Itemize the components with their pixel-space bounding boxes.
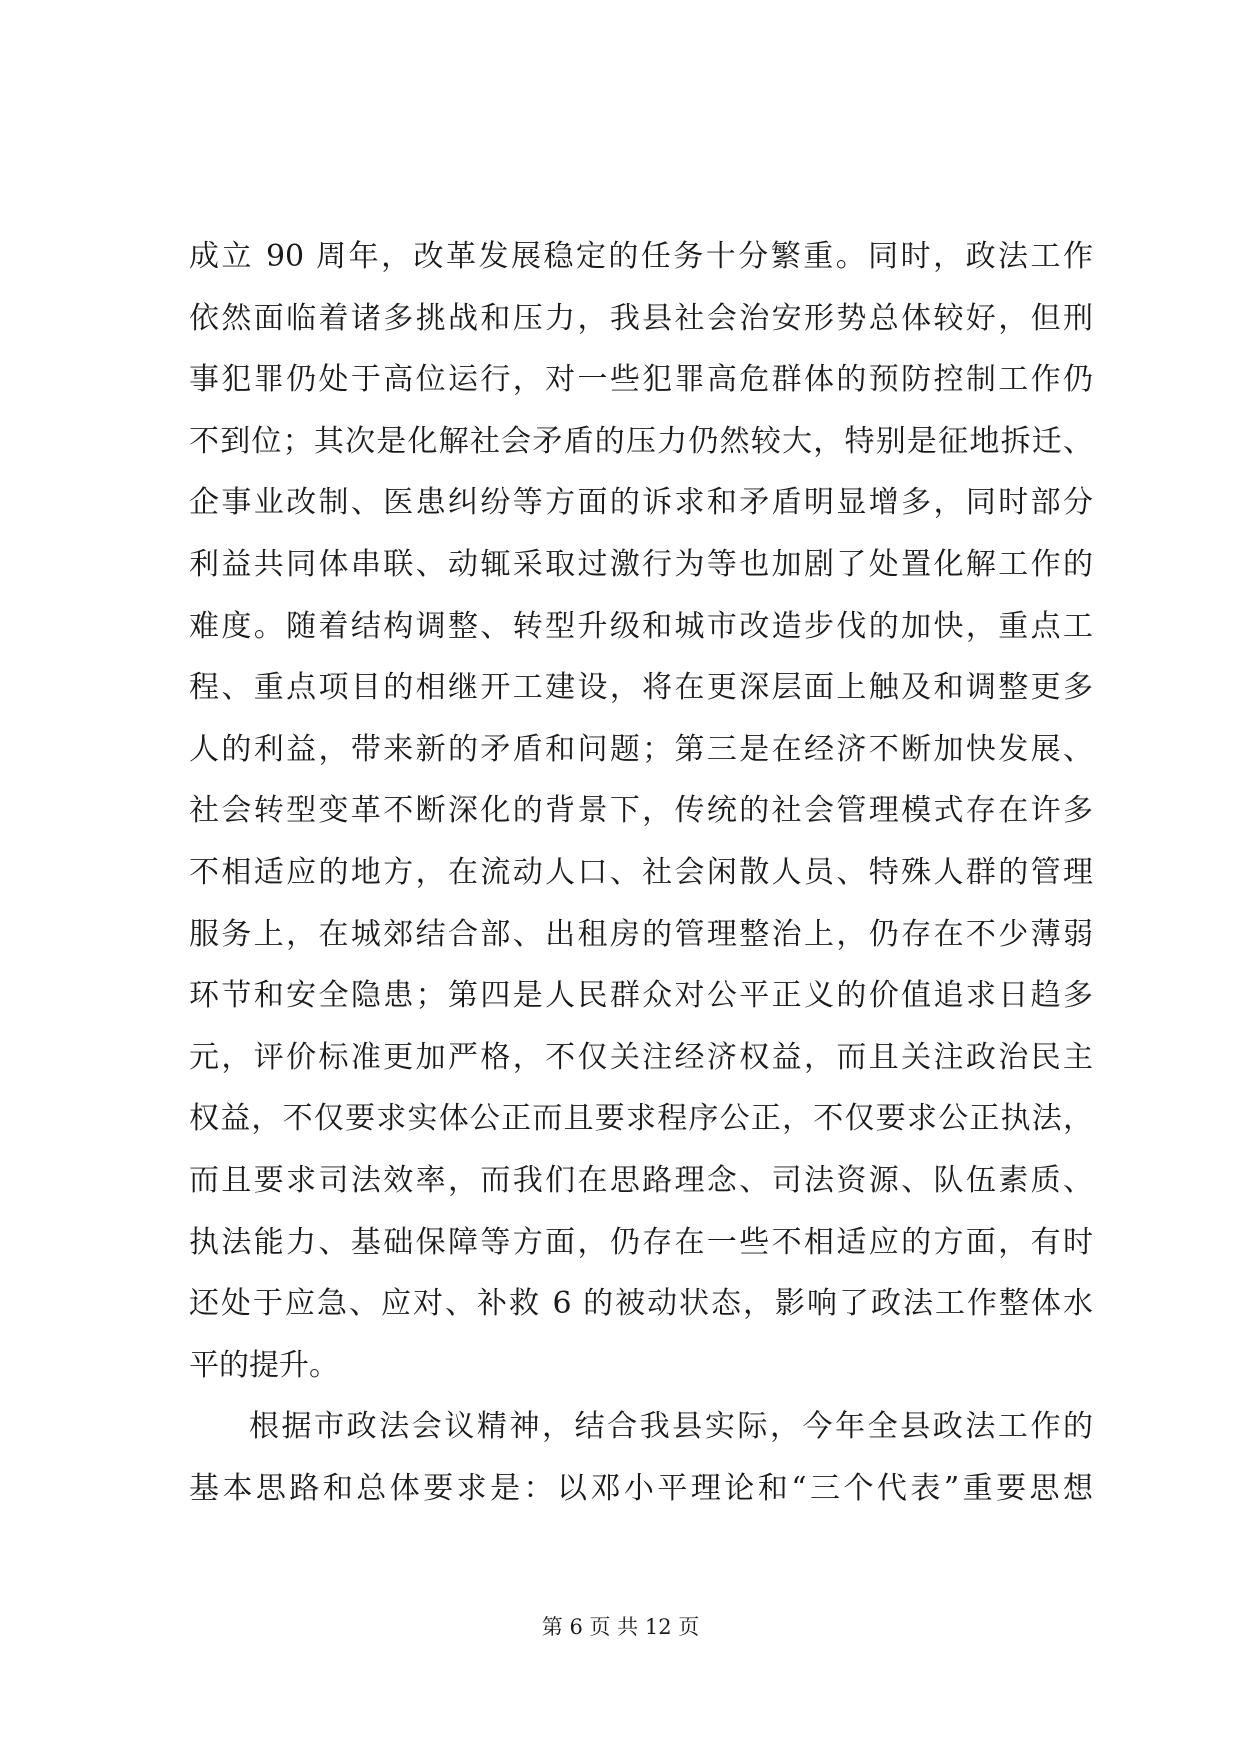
- text-line: 依然面临着诸多挑战和压力，我县社会治安形势总体较好，但刑: [189, 300, 1093, 336]
- text-line: 难度。随着结构调整、转型升级和城市改造步伐的加快，重点工: [189, 608, 1093, 644]
- text-line: 服务上，在城郊结合部、出租房的管理整治上，仍存在不少薄弱: [189, 916, 1093, 952]
- page-footer: [0, 1612, 1241, 1642]
- text-line: 基本思路和总体要求是：以邓小平理论和“三个代表”重要思想: [189, 1470, 1093, 1506]
- text-line: 利益共同体串联、动辄采取过激行为等也加剧了处置化解工作的: [189, 546, 1093, 582]
- text-line: 人的利益，带来新的矛盾和问题；第三是在经济不断加快发展、: [189, 731, 1093, 767]
- text-line: 平的提升。: [189, 1347, 339, 1383]
- text-line: 不到位；其次是化解社会矛盾的压力仍然较大，特别是征地拆迁、: [189, 423, 1093, 459]
- text-line: 元，评价标准更加严格，不仅关注经济权益，而且关注政治民主: [189, 1039, 1093, 1075]
- text-line: 还处于应急、应对、补救 6 的被动状态，影响了政法工作整体水: [189, 1286, 1093, 1322]
- text-line: 事犯罪仍处于高位运行，对一些犯罪高危群体的预防控制工作仍: [189, 362, 1093, 398]
- body-text: [189, 226, 1093, 1519]
- text-line: 根据市政法会议精神，结合我县实际，今年全县政法工作的: [249, 1409, 1093, 1445]
- text-line: 不相适应的地方，在流动人口、社会闲散人员、特殊人群的管理: [189, 854, 1093, 890]
- text-line: 程、重点项目的相继开工建设，将在更深层面上触及和调整更多: [189, 670, 1093, 706]
- text-line: 权益，不仅要求实体公正而且要求程序公正，不仅要求公正执法，: [189, 1101, 1093, 1137]
- text-line: 企事业改制、医患纠纷等方面的诉求和矛盾明显增多，同时部分: [189, 485, 1093, 521]
- text-line: 执法能力、基础保障等方面，仍存在一些不相适应的方面，有时: [189, 1224, 1093, 1260]
- paragraph-2: [189, 1396, 1093, 1519]
- page-number-label: 第 6 页 共 12 页: [541, 1615, 700, 1639]
- text-line: 而且要求司法效率，而我们在思路理念、司法资源、队伍素质、: [189, 1162, 1093, 1198]
- paragraph-1: [189, 226, 1093, 1396]
- text-line: 成立 90 周年，改革发展稳定的任务十分繁重。同时，政法工作: [189, 239, 1093, 274]
- text-line: 社会转型变革不断深化的背景下，传统的社会管理模式存在许多: [189, 793, 1093, 829]
- text-line: 环节和安全隐患；第四是人民群众对公平正义的价值追求日趋多: [189, 978, 1093, 1014]
